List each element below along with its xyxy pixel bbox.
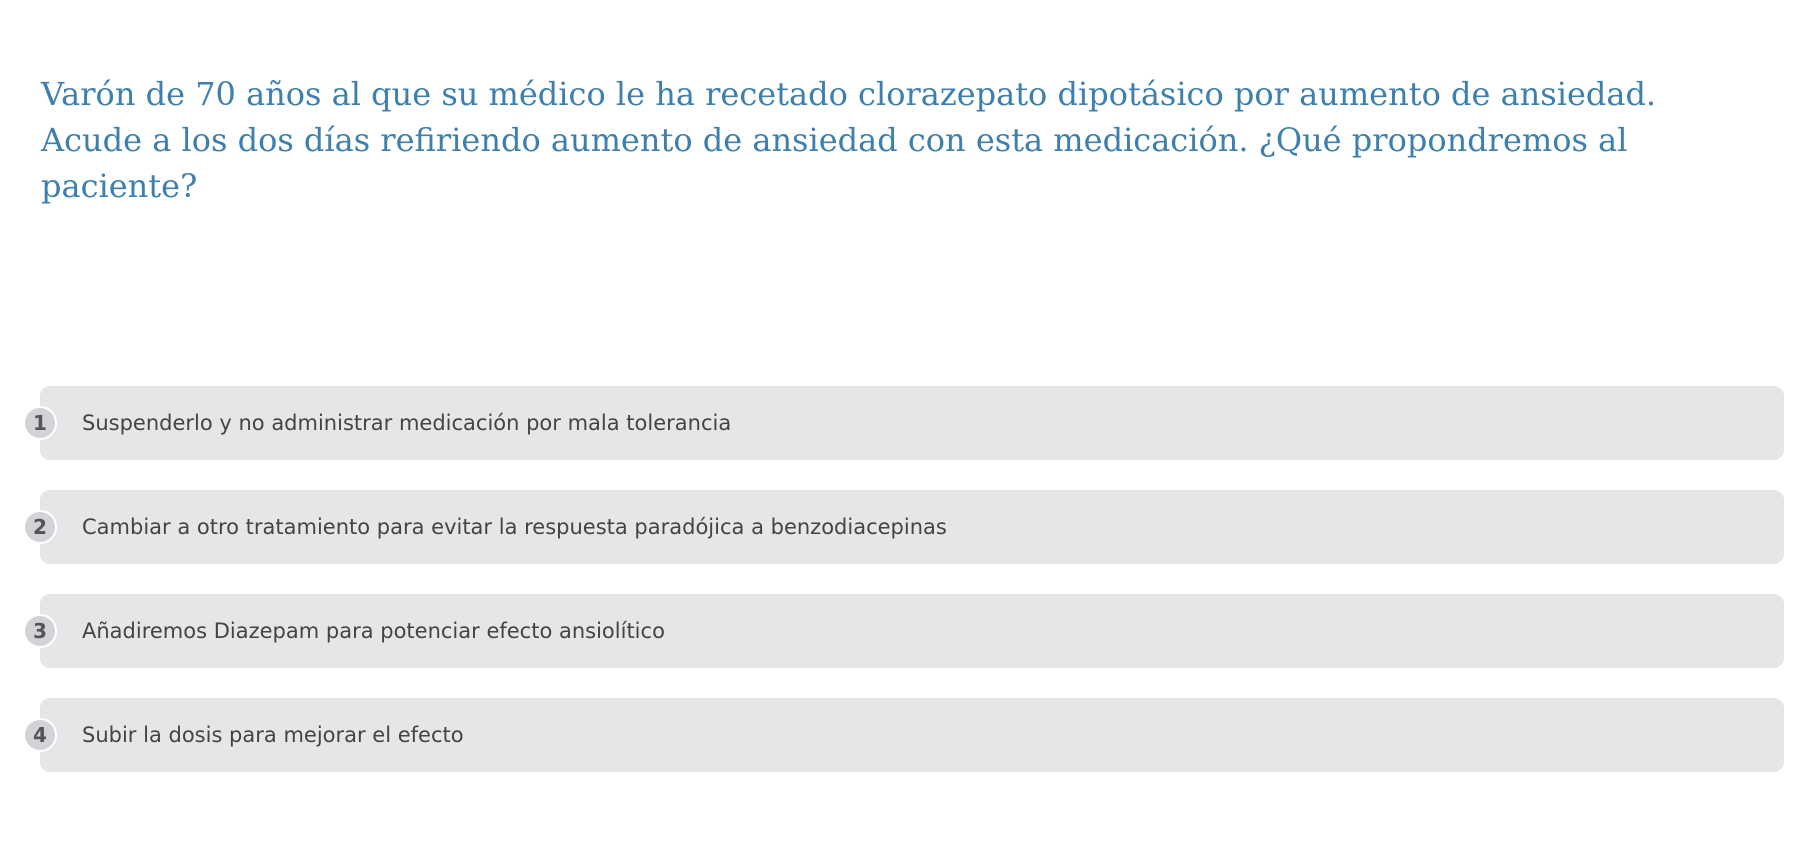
answer-number-badge: 3 [23, 614, 57, 648]
answer-option-1[interactable] [33, 386, 1784, 460]
answer-label: Subir la dosis para mejorar el efecto [82, 723, 464, 747]
answer-number-badge: 1 [23, 406, 57, 440]
answer-label: Cambiar a otro tratamiento para evitar la respuesta paradójica a benzodiacepinas [82, 515, 947, 539]
answer-option-3[interactable] [33, 594, 1784, 668]
question-text: Varón de 70 años al que su médico le ha recetado clorazepato dipotásico por aumento de ansiedad. Acude a los dos días refiriendo aumento de ansiedad con esta medicación. ¿Qué propondremos al paciente? [41, 75, 1657, 205]
answer-label: Añadiremos Diazepam para potenciar efecto ansiolítico [82, 619, 665, 643]
answer-option-4[interactable] [33, 698, 1784, 772]
answer-number-badge: 2 [23, 510, 57, 544]
answer-option-2[interactable] [33, 490, 1784, 564]
answer-label: Suspenderlo y no administrar medicación por mala tolerancia [82, 411, 732, 435]
answer-number-badge: 4 [23, 718, 57, 752]
